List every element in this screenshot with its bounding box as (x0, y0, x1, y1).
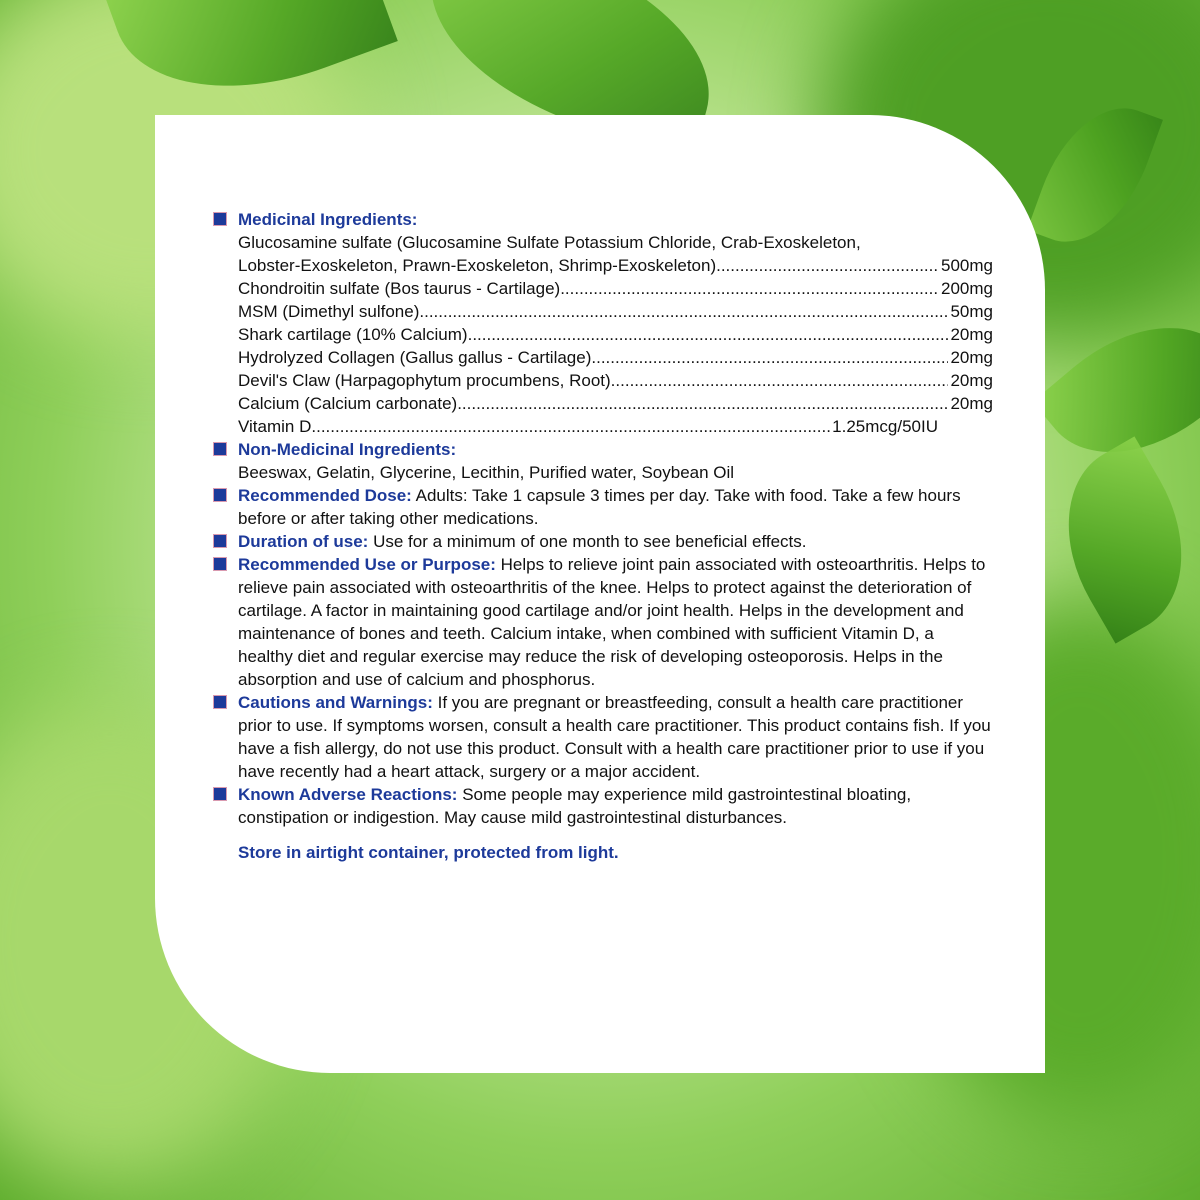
recommended-use-text: Helps to relieve joint pain associated with osteoarthritis. Helps to relieve pain associated with osteoarthritis of the knee. Helps to protect against the deterioration of cartilage. A factor in maintaining good cartilage and/or joint health. Helps in the development and maintenance of bones and teeth. Calcium intake, when combined with sufficient Vitamin D, a healthy diet and regular exercise may reduce the risk of developing osteoporosis. Helps in the absorption and use of calcium and phosphorus. (238, 555, 986, 689)
bullet-square-icon (213, 557, 227, 571)
ingredient-amount: 50mg (950, 302, 993, 321)
ingredient-row (238, 415, 938, 438)
medicinal-ingredients-section (213, 208, 993, 438)
duration-heading: Duration of use: (238, 532, 369, 551)
ingredient-name: Vitamin D (238, 417, 312, 436)
adverse-reactions-text: Some people may experience mild gastrointestinal bloating, constipation or indigestion. May cause mild gastrointestinal disturbances. (238, 785, 912, 827)
ingredient-name: Hydrolyzed Collagen (Gallus gallus - Cartilage) (238, 348, 592, 367)
dot-leader (591, 346, 948, 369)
adverse-reactions-section (213, 783, 993, 829)
ingredient-amount: 200mg (941, 279, 993, 298)
duration-section (213, 530, 993, 553)
cautions-text: If you are pregnant or breastfeeding, consult a health care practitioner prior to use. If symptoms worsen, consult a health care practitioner. This product contains fish. If you have a fish allergy, do not use this product. Consult with a health care practitioner prior to use if you have recently had a heart attack, surgery or a major accident. (238, 693, 991, 781)
duration-text: Use for a minimum of one month to see beneficial effects. (373, 532, 807, 551)
recommended-use-section (213, 553, 993, 691)
ingredient-amount: 20mg (950, 348, 993, 367)
ingredient-list (238, 231, 993, 438)
cautions-section (213, 691, 993, 783)
non-medicinal-ingredients-section (213, 438, 993, 484)
cautions-heading: Cautions and Warnings: (238, 693, 433, 712)
ingredient-row (238, 346, 993, 369)
recommended-dose-heading: Recommended Dose: (238, 486, 412, 505)
non-medicinal-ingredients-heading: Non-Medicinal Ingredients: (238, 440, 457, 459)
adverse-reactions-heading: Known Adverse Reactions: (238, 785, 458, 804)
ingredient-row (238, 369, 993, 392)
bullet-square-icon (213, 787, 227, 801)
ingredient-name: Calcium (Calcium carbonate) (238, 394, 458, 413)
dot-leader (311, 415, 830, 438)
ingredient-name: Chondroitin sulfate (Bos taurus - Cartilage) (238, 279, 561, 298)
dot-leader (611, 369, 949, 392)
bullet-square-icon (213, 534, 227, 548)
bullet-square-icon (213, 695, 227, 709)
ingredient-row (238, 323, 993, 346)
ingredient-amount: 500mg (941, 256, 993, 275)
ingredient-name: MSM (Dimethyl sulfone) (238, 302, 420, 321)
ingredient-amount: 20mg (950, 371, 993, 390)
ingredient-row (238, 254, 993, 277)
ingredient-row (238, 231, 993, 254)
label-content (213, 208, 993, 864)
storage-note: Store in airtight container, protected from light. (238, 843, 619, 862)
ingredient-name: Lobster-Exoskeleton, Prawn-Exoskeleton, Shrimp-Exoskeleton) (238, 256, 717, 275)
recommended-use-heading: Recommended Use or Purpose: (238, 555, 496, 574)
recommended-dose-section (213, 484, 993, 530)
ingredient-row (238, 300, 993, 323)
ingredient-name: Devil's Claw (Harpagophytum procumbens, Root) (238, 371, 611, 390)
bullet-square-icon (213, 212, 227, 226)
ingredient-amount: 1.25mcg/50IU (832, 417, 938, 436)
recommended-dose-text: Adults: Take 1 capsule 3 times per day. Take with food. Take a few hours before or after taking other medications. (238, 486, 961, 528)
ingredient-amount: 20mg (950, 325, 993, 344)
ingredient-row (238, 392, 993, 415)
non-medicinal-ingredients-text: Beeswax, Gelatin, Glycerine, Lecithin, Purified water, Soybean Oil (238, 463, 735, 482)
dot-leader (419, 300, 948, 323)
ingredient-row (238, 277, 993, 300)
dot-leader (716, 254, 939, 277)
dot-leader (468, 323, 949, 346)
bullet-square-icon (213, 488, 227, 502)
dot-leader (457, 392, 948, 415)
medicinal-ingredients-heading: Medicinal Ingredients: (238, 210, 418, 229)
ingredient-name: Shark cartilage (10% Calcium) (238, 325, 468, 344)
dot-leader (560, 277, 939, 300)
ingredient-name: Glucosamine sulfate (Glucosamine Sulfate Potassium Chloride, Crab-Exoskeleton, (238, 233, 861, 252)
bullet-square-icon (213, 442, 227, 456)
ingredient-amount: 20mg (950, 394, 993, 413)
